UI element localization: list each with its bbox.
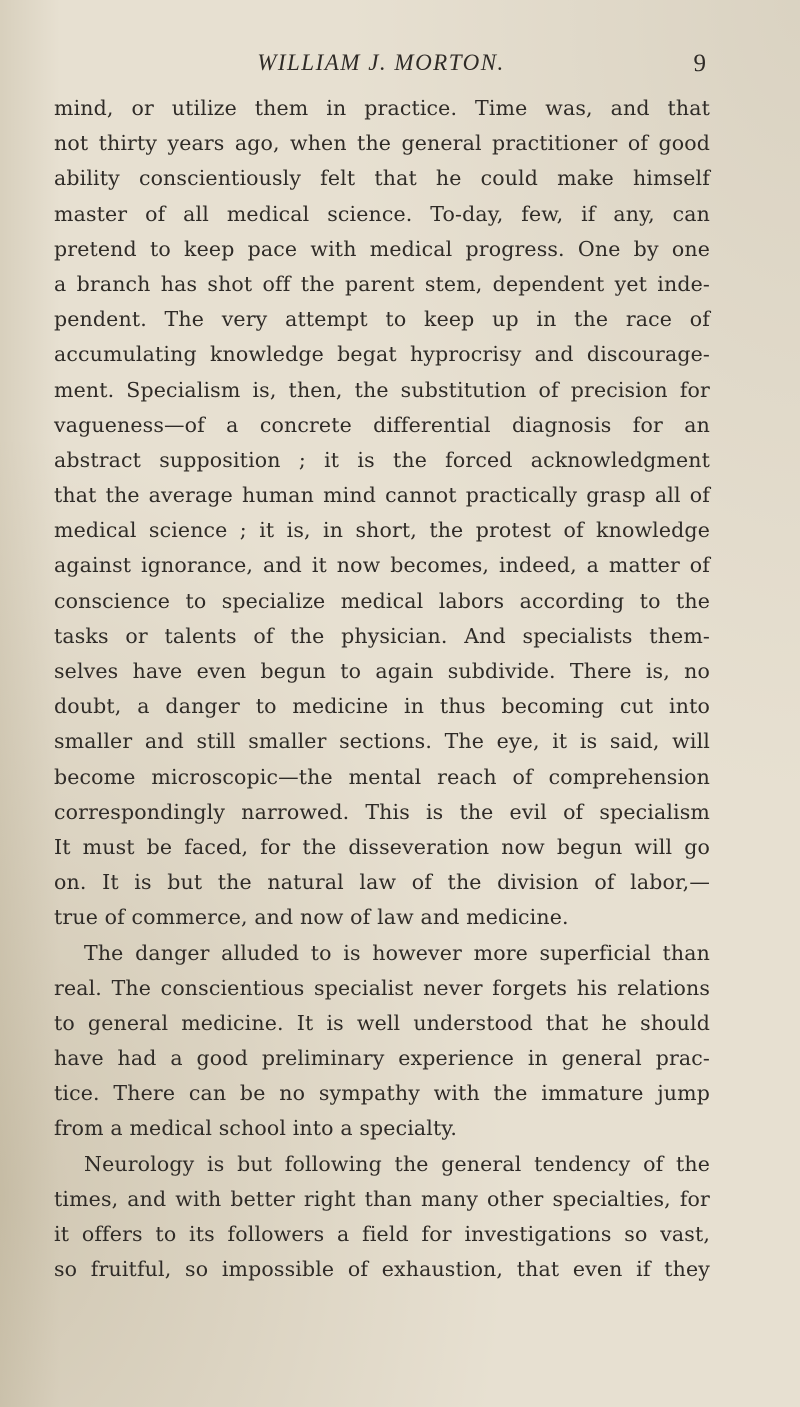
running-title: WILLIAM J. MORTON. <box>257 50 505 75</box>
text-line: not thirty years ago, when the general practitioner of good <box>54 131 710 156</box>
text-line: real. The conscientious specialist never forgets his relations <box>54 975 710 1000</box>
text-line: times, and with better right than many other specialties, for <box>54 1186 710 1211</box>
text-line: against ignorance, and it now becomes, indeed, a matter of <box>54 553 710 578</box>
text-line: ability conscientiously felt that he could make himself <box>54 166 710 191</box>
text-line: so fruitful, so impossible of exhaustion, that even if they <box>54 1257 710 1282</box>
running-head <box>56 50 706 84</box>
text-line: abstract supposition ; it is the forced acknowledgment <box>54 447 710 472</box>
text-line: it offers to its followers a field for investigations so vast, <box>54 1222 710 1246</box>
paragraph-start-line: Neurology is but following the general tendency of the <box>84 1151 710 1176</box>
text-line: conscience to specialize medical labors according to the <box>54 588 710 613</box>
text-line: pretend to keep pace with medical progress. One by one <box>54 236 710 261</box>
text-line: tice. There can be no sympathy with the immature jump <box>54 1081 710 1106</box>
body-text <box>54 91 710 1287</box>
text-line: smaller and still smaller sections. The eye, it is said, will <box>54 729 710 754</box>
text-line: medical science ; it is, in short, the protest of knowledge <box>54 518 710 543</box>
text-line: accumulating knowledge begat hyprocrisy and discourage- <box>54 342 710 367</box>
text-line: doubt, a danger to medicine in thus becoming cut into <box>54 694 710 719</box>
text-line: have had a good preliminary experience in general prac- <box>54 1046 710 1071</box>
text-line: a branch has shot off the parent stem, dependent yet inde- <box>54 271 710 296</box>
text-line: become microscopic—the mental reach of comprehension <box>54 764 710 789</box>
text-line: selves have even begun to again subdivide. There is, no <box>54 659 710 683</box>
page-number: 9 <box>693 50 706 77</box>
text-line: to general medicine. It is well understood that he should <box>54 1010 710 1035</box>
text-line: tasks or talents of the physician. And specialists them- <box>54 623 710 648</box>
text-line: ment. Specialism is, then, the substitution of precision for <box>54 377 710 402</box>
text-line: mind, or utilize them in practice. Time was, and that <box>54 96 710 120</box>
text-line: master of all medical science. To-day, few, if any, can <box>54 201 710 226</box>
paragraph-end-line: true of commerce, and now of law and medicine. <box>54 905 569 930</box>
text-line: vagueness—of a concrete differential diagnosis for an <box>54 412 710 437</box>
paragraph-end-line: from a medical school into a specialty. <box>54 1116 458 1141</box>
text-line: pendent. The very attempt to keep up in the race of <box>54 307 710 332</box>
text-line: It must be faced, for the disseveration now begun will go <box>54 834 710 859</box>
text-line: on. It is but the natural law of the division of labor,— <box>54 870 710 895</box>
text-line: that the average human mind cannot practically grasp all of <box>54 483 710 508</box>
text-line: correspondingly narrowed. This is the evil of specialism <box>54 799 710 824</box>
paragraph-start-line: The danger alluded to is however more superficial than <box>84 940 710 965</box>
